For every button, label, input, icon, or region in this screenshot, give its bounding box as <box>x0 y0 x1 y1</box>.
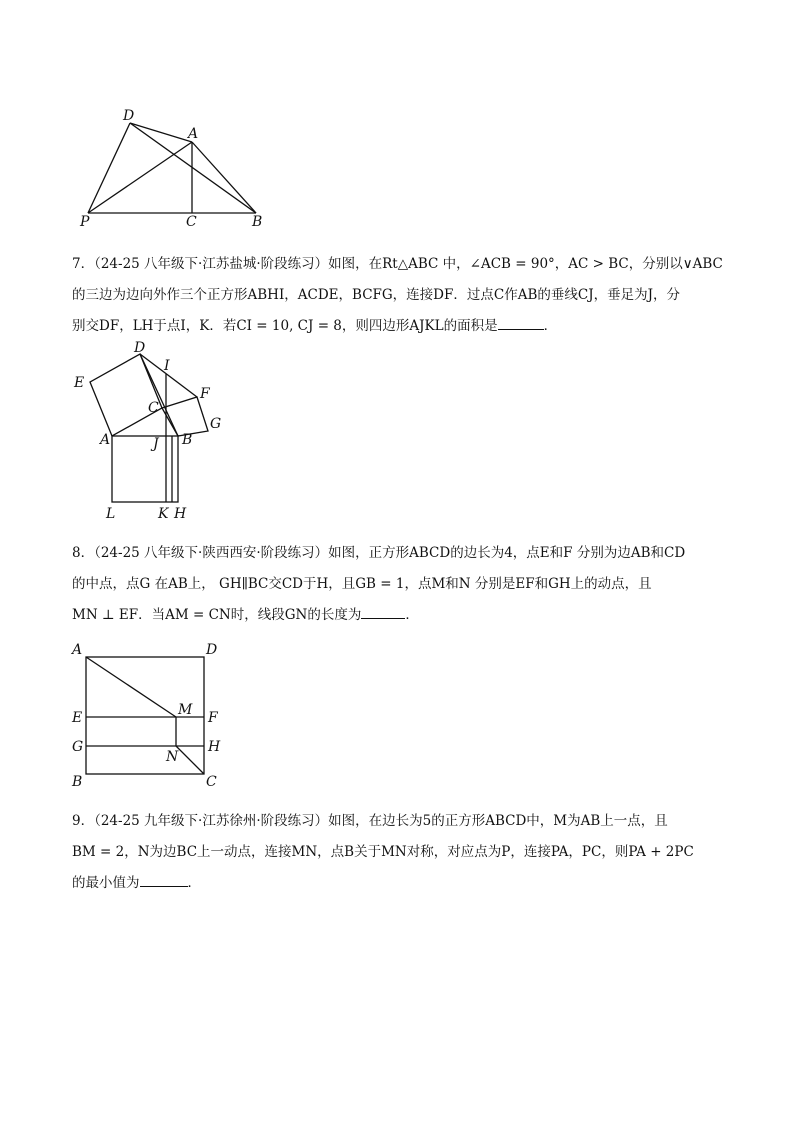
label-e: E <box>74 375 85 391</box>
label-a: A <box>72 642 83 658</box>
problem-7 <box>72 249 732 342</box>
figure-problem8 <box>66 640 236 790</box>
problem-8-line-2: 的中点，点G 在AB上， GH∥BC交CD于H，且GB = 1，点M和N 分别是EF和GH上的动点，且 <box>72 576 652 592</box>
problem-9 <box>72 806 732 899</box>
segment-nc <box>176 746 204 774</box>
label-p: P <box>80 214 90 230</box>
square-acde <box>90 354 162 436</box>
square-abhl <box>112 436 178 502</box>
label-d: D <box>123 108 135 124</box>
figure-problem7 <box>68 340 238 525</box>
label-e: E <box>72 710 83 726</box>
problem-9-line-2: BM = 2，N为边BC上一动点，连接MN，点B关于MN对称，对应点为P，连接PA，PC，则PA + 2PC <box>72 844 694 860</box>
problem-9-text-1: 如图，在边长为5的正方形ABCD中，M为AB上一点，且 <box>328 813 668 829</box>
problem-7-text-3: 别交DF，LH于点I，K．若CI = 10, CJ = 8，则四边形AJKL的面积是 <box>72 318 498 334</box>
problem-8-line-1 <box>72 538 732 569</box>
problem-8-number: 8． <box>72 545 95 561</box>
problem-7-line-1 <box>72 249 732 280</box>
label-l: L <box>106 506 116 522</box>
label-h: H <box>174 506 187 522</box>
problem-7-text-1: 如图，在Rt△ABC 中，∠ACB = 90°，AC > BC，分别以∨ABC <box>328 256 723 272</box>
label-g: G <box>210 416 222 432</box>
label-b: B <box>182 432 193 448</box>
problem-8-text-3: MN ⊥ EF．当AM = CN时，线段GN的长度为 <box>72 607 362 623</box>
segment-pa <box>88 142 192 213</box>
label-j: J <box>153 436 159 452</box>
label-g: G <box>72 739 84 755</box>
label-b: B <box>72 774 83 790</box>
problem-9-line-3 <box>72 868 732 899</box>
label-b: B <box>252 214 263 230</box>
problem-9-end: ． <box>187 875 201 891</box>
label-d: D <box>206 642 218 658</box>
figure-problem6 <box>70 100 290 230</box>
problem-8-text-1: 如图，正方形ABCD的边长为4，点E和F 分别为边AB和CD <box>328 545 686 561</box>
label-f: F <box>208 710 218 726</box>
label-c: C <box>206 774 217 790</box>
problem-9-line-1 <box>72 806 732 837</box>
problem-7-end: ． <box>543 318 558 334</box>
problem-7-number: 7． <box>72 256 95 272</box>
problem-8-line-3 <box>72 600 732 631</box>
label-i: I <box>164 358 170 374</box>
problem-7-source: （24-25 八年级下·江苏盐城·阶段练习） <box>94 256 329 272</box>
label-n: N <box>166 749 179 765</box>
problem-9-text-3: 的最小值为 <box>72 875 140 891</box>
problem-7-line-2: 的三边为边向外作三个正方形ABHI，ACDE，BCFG，连接DF．过点C作AB的垂线CJ，垂足为J，分 <box>72 287 681 303</box>
segment-da <box>130 123 192 142</box>
answer-blank-8 <box>361 604 405 619</box>
label-c: C <box>186 214 197 230</box>
problem-8-end: ． <box>405 607 419 623</box>
answer-blank-7 <box>498 315 544 330</box>
segment-ab <box>192 142 256 213</box>
label-h: H <box>208 739 221 755</box>
problem-7-line-3 <box>72 311 732 342</box>
answer-blank-9 <box>140 872 188 887</box>
problem-9-number: 9． <box>72 813 95 829</box>
segment-db <box>140 354 178 436</box>
segment-pd <box>88 123 130 213</box>
label-m: M <box>178 702 193 718</box>
problem-8 <box>72 538 732 631</box>
segment-am <box>86 657 176 717</box>
label-a: A <box>188 126 199 142</box>
problem-9-source: （24-25 九年级下·江苏徐州·阶段练习） <box>94 813 329 829</box>
label-c: C <box>148 400 159 416</box>
label-f: F <box>200 386 210 402</box>
label-a: A <box>100 432 111 448</box>
label-d: D <box>134 340 146 356</box>
label-k: K <box>158 506 169 522</box>
problem-8-source: （24-25 八年级下·陕西西安·阶段练习） <box>94 545 329 561</box>
